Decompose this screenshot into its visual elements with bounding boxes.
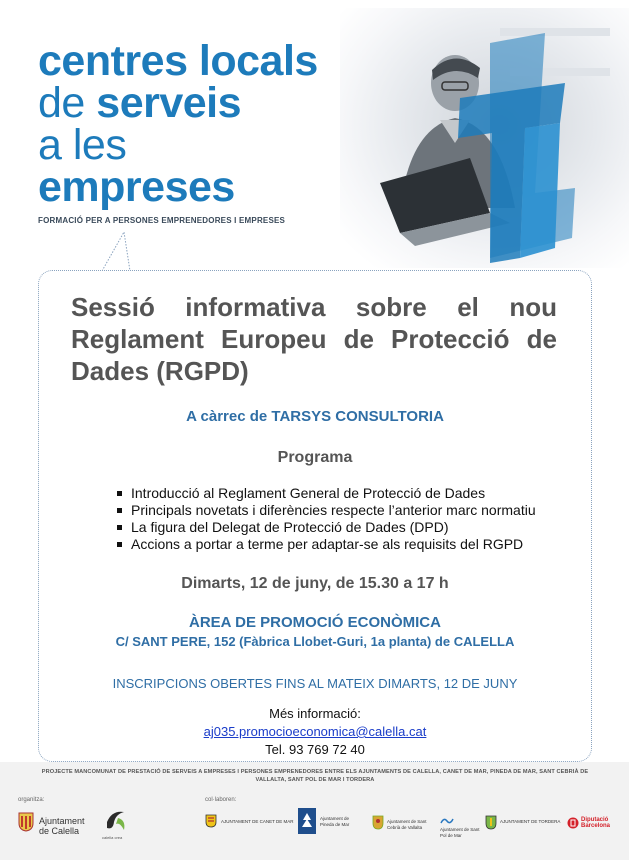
more-info-label: Més informació:	[269, 706, 361, 721]
registration-notice: INSCRIPCIONS OBERTES FINS AL MATEIX DIMARTS, 12 DE JUNY	[112, 676, 518, 691]
logo-canet-de-mar	[205, 814, 294, 833]
diputacio-line-2: Barcelona	[581, 823, 611, 829]
logo-diputacio-barcelona	[567, 816, 611, 834]
speaker-org: TARSYS CONSULTORIA	[271, 408, 444, 425]
partner-name: Ajuntament de Sant Pol de Mar	[440, 827, 480, 838]
email-link[interactable]: aj035.promocioeconomica@calella.cat	[203, 724, 427, 739]
speaker-prefix: A càrrec de	[186, 408, 272, 425]
brand-line-2	[38, 79, 318, 127]
project-description: PROJECTE MANCOMUNAT DE PRESTACIÓ DE SERVEIS A EMPRESES I PERSONES EMPRENEDORES ENTRE ELS AJUNTAMENTS DE CALELLA, CANET DE MAR, PINEDA DE MAR, SANT CEBRIÀ DE VALLALTA, SANT POL DE MAR I TORDERA	[41, 769, 589, 783]
venue-name: ÀREA DE PROMOCIÓ ECONÒMICA	[189, 614, 441, 631]
partner-name	[581, 817, 610, 829]
canet-shield-icon	[205, 814, 217, 828]
header	[0, 0, 629, 290]
brand-line-3: a les	[38, 121, 127, 169]
brand-wordmark	[38, 37, 318, 211]
brand-subtitle: FORMACIÓ PER A PERSONES EMPRENEDORES I EMPRESES	[38, 216, 286, 225]
partner-name: Ajuntament de Sant Cebrià de Vallalta	[387, 819, 427, 830]
gen-label: calella crea	[102, 835, 123, 840]
session-date: Dimarts, 12 de juny, de 15.30 a 17 h	[181, 575, 449, 592]
phone-number: Tel. 93 769 72 40	[265, 742, 365, 757]
office-worker-illustration	[340, 8, 629, 268]
program-list	[117, 485, 536, 553]
collaborators-label: col·laboren:	[205, 797, 237, 803]
logo-tordera	[485, 814, 561, 835]
brand-line-2-light: de	[38, 79, 97, 127]
sant-pol-wave-icon	[440, 815, 454, 827]
swoosh-icon	[104, 808, 128, 834]
venue-address: C/ SANT PERE, 152 (Fàbrica Llobet-Guri, 1a planta) de CALELLA	[115, 634, 515, 649]
logo-pineda-de-mar	[298, 808, 350, 839]
program-item: Introducció al Reglament General de Protecció de Dades	[117, 485, 536, 502]
partner-name: AJUNTAMENT DE CANET DE MAR	[221, 819, 294, 824]
diputacio-icon	[567, 817, 579, 829]
organizer-name-1: Ajuntament	[39, 816, 85, 826]
session-card	[38, 270, 592, 762]
brand-line-4: empreses	[38, 163, 235, 211]
session-speaker	[39, 408, 591, 425]
session-title: Sessió informativa sobre el nou Reglament Europeu de Protecció de Dades (RGPD)	[71, 292, 557, 386]
logo-ajuntament-calella	[18, 812, 85, 837]
partner-name: Ajuntament de Pineda de Mar	[320, 816, 350, 827]
hero-photo	[340, 8, 629, 268]
logo-sant-pol-de-mar	[440, 814, 480, 838]
tordera-shield-icon	[485, 814, 497, 830]
callout-notch	[100, 230, 160, 272]
sant-cebria-shield-icon	[372, 814, 384, 830]
brand-line-2-strong: serveis	[96, 79, 242, 127]
program-item: La figura del Delegat de Protecció de Dades (DPD)	[117, 519, 536, 536]
diputacio-line-1: Diputació	[581, 817, 609, 823]
organizer-label: organitza:	[18, 797, 45, 803]
brand-line-1: centres locals	[38, 37, 318, 85]
program-item: Principals novetats i diferències respecte l’anterior marc normatiu	[117, 502, 536, 519]
organizer-name-2: de Calella	[39, 826, 80, 836]
logo-sant-cebria-de-vallalta	[372, 814, 427, 835]
calella-shield-icon	[18, 812, 34, 832]
logo-calella-crea	[104, 808, 128, 838]
partner-name: AJUNTAMENT DE TORDERA	[500, 819, 561, 824]
program-item: Accions a portar a terme per adaptar-se als requisits del RGPD	[117, 536, 536, 553]
contact-info	[39, 705, 591, 759]
program-heading: Programa	[277, 449, 353, 466]
